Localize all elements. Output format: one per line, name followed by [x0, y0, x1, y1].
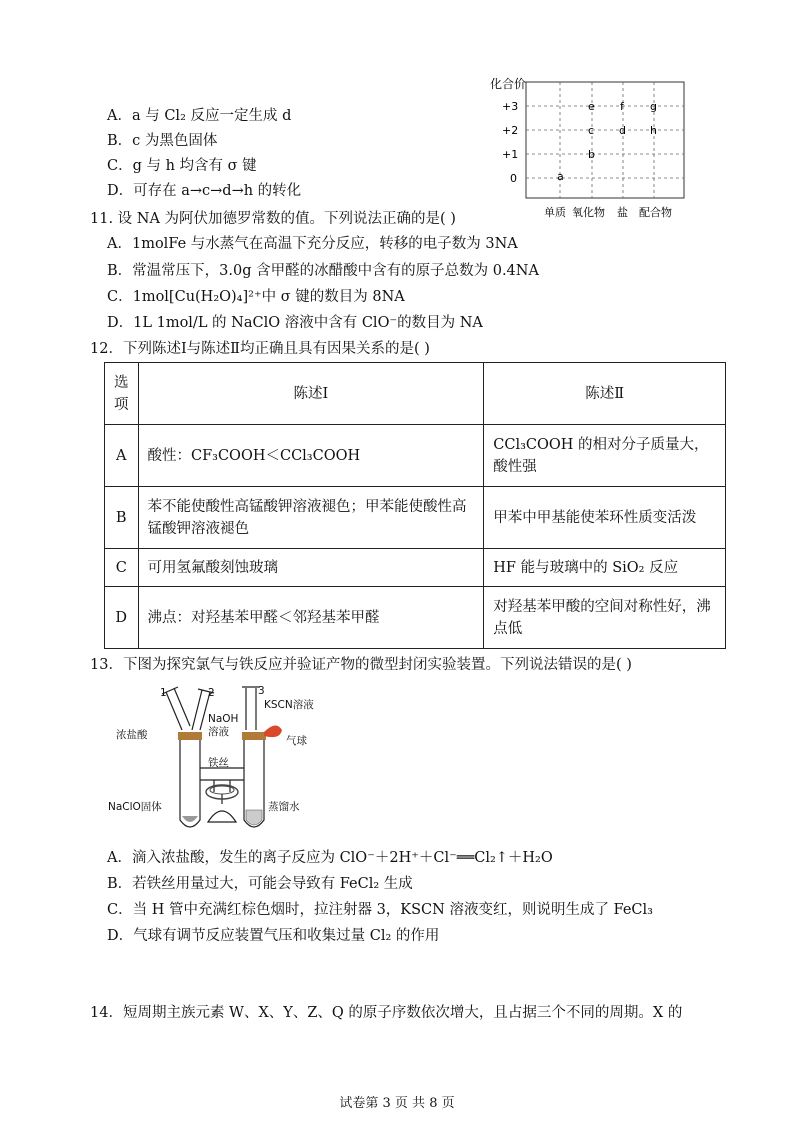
row-a-statement-2: CCl₃COOH 的相对分子质量大，酸性强 — [484, 425, 726, 487]
distilled-water — [246, 810, 262, 825]
header-option: 选项 — [105, 363, 139, 425]
label-iron-wire: 铁丝 — [208, 757, 229, 769]
right-stopper — [242, 732, 266, 740]
ytick-zero: 0 — [510, 172, 517, 185]
page-footer: 试卷第 3 页 共 8 页 — [339, 1096, 455, 1111]
row-b-statement-1: 苯不能使酸性高锰酸钾溶液褪色；甲苯能使酸性高锰酸钾溶液褪色 — [138, 487, 484, 549]
table-row — [105, 425, 726, 487]
q10-option-c: C．g 与 h 均含有 σ 键 — [107, 158, 257, 174]
row-d-statement-1: 沸点：对羟基苯甲醛＜邻羟基苯甲醛 — [138, 587, 484, 649]
ytick-plus1: +1 — [502, 148, 519, 161]
q11-option-b: B．常温常压下，3.0g 含甲醛的冰醋酸中含有的原子总数为 0.4NA — [107, 263, 539, 279]
q13-stem: 13．下图为探究氯气与铁反应并验证产物的微型封闭实验装置。下列说法错误的是( ) — [90, 657, 632, 673]
q10-option-d: D．可存在 a→c→d→h 的转化 — [107, 183, 302, 199]
table-row — [105, 587, 726, 649]
row-c-statement-1: 可用氢氟酸刻蚀玻璃 — [138, 549, 484, 587]
table-row — [105, 487, 726, 549]
header-statement-1: 陈述Ⅰ — [138, 363, 484, 425]
syringe-number-2: 2 — [208, 687, 215, 699]
q13-option-b: B．若铁丝用量过大，可能会导致有 FeCl₂ 生成 — [107, 876, 413, 892]
xtick-elemental: 单质 — [544, 206, 566, 219]
q11-option-a: A．1molFe 与水蒸气在高温下充分反应，转移的电子数为 3NA — [107, 236, 518, 252]
label-conc-hcl: 浓盐酸 — [116, 729, 148, 741]
point-f: f — [620, 100, 624, 113]
row-a-option: A — [105, 425, 139, 487]
xtick-salt: 盐 — [617, 206, 628, 219]
q13-option-c: C．当 H 管中充满红棕色烟时，拉注射器 3，KSCN 溶液变红，则说明生成了 FeCl₃ — [107, 902, 653, 918]
chart-grid — [526, 82, 684, 198]
label-naoh: NaOH — [208, 713, 239, 725]
syringe-1 — [166, 688, 190, 730]
label-kscn: KSCN溶液 — [264, 699, 314, 711]
ytick-plus3: +3 — [502, 100, 519, 113]
xtick-oxide: 氧化物 — [572, 206, 605, 219]
row-b-statement-2: 甲苯中甲基能使苯环性质变活泼 — [484, 487, 726, 549]
label-naclo-solid: NaClO固体 — [108, 801, 162, 813]
balloon — [264, 725, 282, 737]
q14-stem: 14．短周期主族元素 W、X、Y、Z、Q 的原子序数依次增大，且占据三个不同的周期。X 的 — [90, 1005, 683, 1021]
naclo-solid — [182, 816, 198, 822]
connecting-tube — [200, 768, 244, 780]
label-distilled-water: 蒸馏水 — [268, 801, 300, 813]
apparatus-diagram — [104, 682, 334, 844]
left-stopper — [178, 732, 202, 740]
point-h: h — [650, 124, 657, 137]
syringe-3 — [246, 688, 256, 730]
point-a: a — [557, 170, 564, 183]
row-c-statement-2: HF 能与玻璃中的 SiO₂ 反应 — [484, 549, 726, 587]
valence-chart — [486, 76, 691, 226]
q10-option-a: A．a 与 Cl₂ 反应一定生成 d — [107, 108, 292, 124]
table-header-row — [105, 363, 726, 425]
header-statement-2: 陈述Ⅱ — [484, 363, 726, 425]
ytick-plus2: +2 — [502, 124, 519, 137]
syringe-number-3: 3 — [258, 685, 265, 697]
q11-stem: 11. 设 NA 为阿伏加德罗常数的值。下列说法正确的是( ) — [90, 211, 456, 227]
point-d: d — [619, 124, 626, 137]
xtick-complex: 配合物 — [639, 206, 672, 219]
label-balloon: 气球 — [286, 735, 307, 747]
row-d-option: D — [105, 587, 139, 649]
chart-ylabel: 化合价 — [490, 77, 527, 91]
chart-frame — [526, 82, 684, 198]
row-b-option: B — [105, 487, 139, 549]
q11-option-d: D．1L 1mol/L 的 NaClO 溶液中含有 ClO⁻的数目为 NA — [107, 315, 483, 331]
q10-option-b: B．c 为黑色固体 — [107, 133, 218, 149]
point-g: g — [650, 100, 657, 113]
row-a-statement-1: 酸性：CF₃COOH＜CCl₃COOH — [138, 425, 484, 487]
q12-stem: 12．下列陈述Ⅰ与陈述Ⅱ均正确且具有因果关系的是( ) — [90, 341, 430, 357]
q13-option-a: A．滴入浓盐酸，发生的离子反应为 ClO⁻＋2H⁺＋Cl⁻══Cl₂↑＋H₂O — [107, 850, 553, 866]
table-row — [105, 549, 726, 587]
alcohol-lamp — [208, 811, 236, 822]
q12-table — [104, 362, 726, 649]
row-c-option: C — [105, 549, 139, 587]
q13-option-d: D．气球有调节反应装置气压和收集过量 Cl₂ 的作用 — [107, 928, 440, 944]
row-d-statement-2: 对羟基苯甲酸的空间对称性好，沸点低 — [484, 587, 726, 649]
q11-option-c: C．1mol[Cu(H₂O)₄]²⁺中 σ 键的数目为 8NA — [107, 289, 405, 305]
point-e: e — [588, 100, 595, 113]
point-b: b — [588, 148, 595, 161]
point-c: c — [588, 124, 595, 137]
left-tube — [180, 737, 200, 827]
label-solution: 溶液 — [208, 726, 229, 738]
syringe-number-1: 1 — [160, 687, 167, 699]
